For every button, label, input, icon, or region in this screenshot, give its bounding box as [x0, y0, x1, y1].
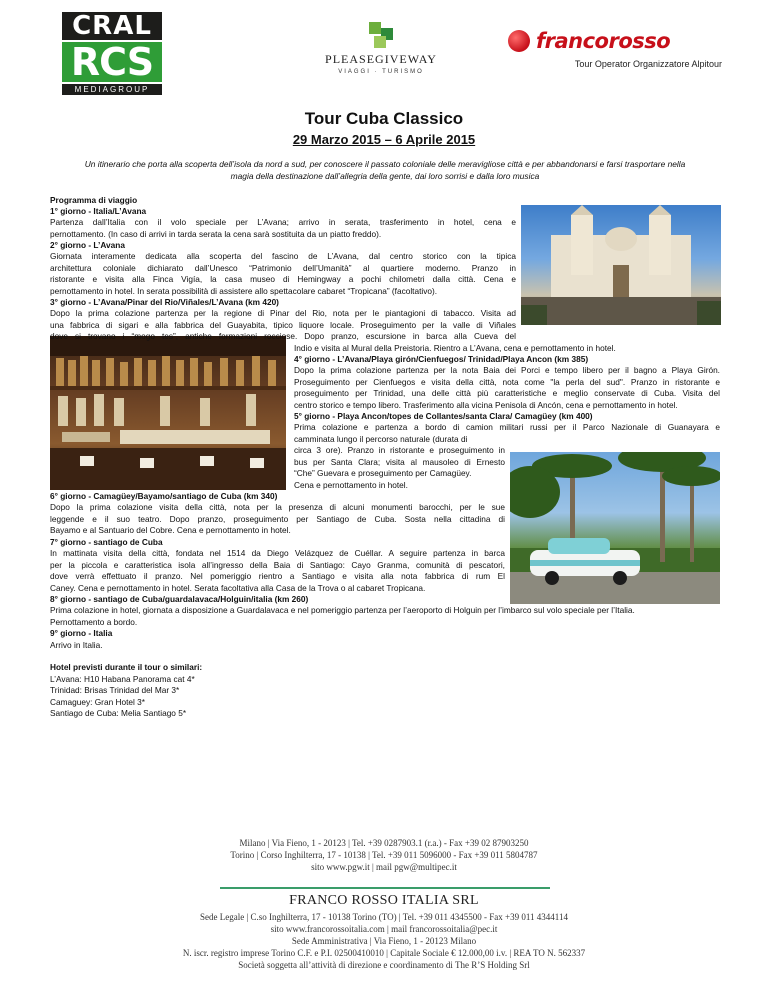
footer-legal-line: Sede Legale | C.so Inghilterra, 17 - 10138 Torino (TO) | Tel. +39 011 4345500 - Fax +39 011 4344114 [200, 912, 568, 922]
day-1-line: pernottamento. (In caso di arrivi in tarda serata la cena sarà sostituita da un piatto freddo). [50, 229, 382, 239]
footer-office-line: Milano | Via Fieno, 1 - 20123 | Tel. +39 0287903.1 (r.a.) - Fax +39 02 87903250 [239, 838, 529, 848]
day-9-title: 9° giorno - Italia [50, 628, 113, 638]
day-6-title: 6° giorno - Camagüey/Bayamo/santiago de Cuba (km 340) [50, 491, 278, 501]
day-5-line: Prima colazione e partenza a bordo di camion militari russi per il Parco Nazionale di Guanayara e [294, 422, 720, 432]
footer-legal-line: Sede Amministrativa | Via Fieno, 1 - 20123 Milano [291, 936, 477, 946]
hotel-item: Camaguey: Gran Hotel 3* [50, 697, 146, 707]
day-5-title: 5° giorno - Playa Ancon/topes de Collantes/santa Clara/ Camagüey (km 400) [294, 411, 593, 421]
hotel-item: Santiago de Cuba: Melia Santiago 5* [50, 708, 187, 718]
day-4-line: proseguimento per Trinidad, una delle città più caratteristiche e meglio conservate di Cuba. Visita del [294, 388, 720, 398]
day-8-title: 8° giorno - santiago de Cuba/guardalavaca/Holguin/italia (km 260) [50, 594, 309, 604]
day-7-line: In mattinata visita della città, fondata nel 1514 da Diego Velázquez de Cuéllar. A seguire partenza in barca [50, 548, 505, 558]
hotel-item: L’Avana: H10 Habana Panorama cat 4* [50, 674, 195, 684]
day-2-line: pernottamento in hotel. In serata possibilità di assistere allo spettacolare cabaret “Tropicana” (facoltativo). [50, 286, 438, 296]
footer-office-line: sito www.pgw.it | mail pgw@multipec.it [311, 862, 457, 872]
intro-text [50, 158, 720, 183]
day-2-title: 2° giorno - L’Avana [50, 240, 125, 250]
francorosso-logo-name: francorosso [536, 29, 671, 53]
pgw-logo-sub: VIAGGI · TURISMO [338, 69, 424, 75]
pleasegiveway-logo [325, 22, 437, 82]
day-5-line: circa 3 ore). Pranzo in ristorante e proseguimento in [294, 445, 505, 455]
day-1-line: Partenza dall’Italia con il volo speciale per L’Avana; arrivo in serata, trasferimento in hotel, cena e [50, 217, 516, 227]
day-4-line: Proseguimento per Cienfuegos e visita della città, nota come "la perla del sud". Pranzo in ristorante e [294, 377, 720, 387]
bar-bodeguita-photo [50, 336, 286, 490]
day-8-line: Prima colazione in hotel, giornata a disposizione a Guardalavaca e nel pomeriggio partenza per l’aeroporto di Holguin per l’imbarco sul volo speciale per l’Italia. [50, 605, 635, 615]
day-4-title: 4° giorno - L’Avana/Playa girón/Cienfuegos/ Trinidad/Playa Ancon (km 385) [294, 354, 589, 364]
day-5-line: camminata lungo il percorso naturale (durata di [294, 434, 468, 444]
day-8-line: Pernottamento a bordo. [50, 617, 138, 627]
footer-company-name: FRANCO ROSSO ITALIA SRL [289, 893, 479, 908]
day-4-line: centro storico e tempo libero. Trasferimento alla vicina Penisola di Ancón, cena e pernottamento in hotel. [294, 400, 678, 410]
day-2-line: ristorante e visita alla Finca Vigía, la casa museo di Hemingway a pochi chilometri dalla città. Cena e [50, 274, 516, 284]
page-title: Tour Cuba Classico [304, 109, 464, 128]
intro-line: magia della destinazione dall’allegria della gente, dai loro sorrisi e dalla loro musica [230, 171, 540, 182]
cral-rcs-logo [62, 12, 162, 96]
day-7-line: dove verrà effettuato il pranzo. Nel pomeriggio rientro a Santiago e visita alla nota fabbrica di rum El [50, 571, 505, 581]
cathedral-photo [521, 205, 721, 325]
footer-divider [220, 887, 550, 889]
pgw-mark-icon [369, 22, 393, 48]
day-6-line: leggende e il suo teatro. Dopo pranzo, proseguimento per Santiago de Cuba. Sosta nella cittadina di [50, 514, 505, 524]
day-3-line: una fabbrica di sigari e alla fabbrica del Guayabita, tipico liquore locale. Proseguimento per la valle di Viñales [50, 320, 516, 330]
day-4-line: Dopo la prima colazione partenza per la nota Baia dei Porci e tempo libero per il bagno a Playa Girón. [294, 365, 720, 375]
day-9-line: Arrivo in Italia. [50, 640, 103, 650]
pgw-logo-name: PLEASEGIVEWAY [325, 52, 437, 66]
footer-legal-line: Società soggetta all’attività di direzione e coordinamento di The R’S Holding Srl [238, 960, 530, 970]
footer-legal-line: N. iscr. registro imprese Torino C.F. e P.I. 02500410010 | Capitale Sociale € 12.000,00 i.v. | REA TO N. 562337 [182, 948, 586, 958]
day-3-title: 3° giorno - L’Avana/Pinar del Rio/Viñales/L’Avana (km 420) [50, 297, 279, 307]
day-2-line: architettura coloniale dichiarato dall’Unesco “Patrimonio dell’Umanità” al quartiere moderno. Pranzo in [50, 263, 516, 273]
footer-office-line: Torino | Corso Inghilterra, 17 - 10138 | Tel. +39 011 5096000 - Fax +39 011 5804787 [230, 850, 538, 860]
day-7-title: 7° giorno - santiago de Cuba [50, 537, 163, 547]
footer-legal-line: sito www.francorossoitalia.com | mail francorossoitalia@pec.it [270, 924, 498, 934]
day-2-line: Giornata interamente dedicata alla scoperta del fascino de L’Avana, dal centro storico con la tipica [50, 251, 516, 261]
day-6-line: Bayamo e al Santuario del Cobre. Cena e pernottamento in hotel. [50, 525, 291, 535]
cral-logo-line3: MEDIAGROUP [62, 84, 162, 95]
francorosso-tagline: Tour Operator Organizzatore Alpitour [574, 59, 722, 69]
day-5-line: Cena e pernottamento in hotel. [294, 480, 408, 490]
program-heading: Programma di viaggio [50, 195, 138, 205]
cral-logo-line1: CRAL [62, 12, 162, 40]
day-5-line: “Che” Guevara e proseguimento per Camagüey. [294, 468, 472, 478]
day-6-line: Dopo la prima colazione visita della città, nota per la presenza di alcuni monumenti barocchi, per le sue [50, 502, 505, 512]
vintage-car-palms-photo [510, 452, 720, 604]
day-3-line: Dopo la prima colazione partenza per la regione di Pinar del Rio, nota per le piantagioni di tabacco. Visita ad [50, 308, 516, 318]
hotels-heading: Hotel previsti durante il tour o similari: [50, 662, 203, 672]
day-3-line: dove si trovano i “mogo tes”, antiche formazioni rocciose. Dopo pranzo, escursione in barca alla Cueva del [50, 331, 516, 341]
day-3-line: Indio e visita al Mural della Preistoria. Rientro a L’Avana, cena e pernottamento in hotel. [294, 343, 616, 353]
day-1-title: 1° giorno - Italia/L’Avana [50, 206, 147, 216]
day-7-line: Caney. Cena e pernottamento in hotel. Serata facoltativa alla Casa de la Trova o al cabaret Tropicana. [50, 583, 426, 593]
day-7-line: per la piccola e caratteristica isola all’ingresso della Baia di Santiago: Cayo Granma, comunità di pescatori, [50, 560, 505, 570]
francorosso-logo [508, 28, 718, 58]
tour-dates: 29 Marzo 2015 – 6 Aprile 2015 [292, 132, 476, 147]
cral-logo-line2: RCS [62, 42, 162, 82]
hotel-item: Trinidad: Brisas Trinidad del Mar 3* [50, 685, 180, 695]
intro-line: Un itinerario che porta alla scoperta dell’isola da nord a sud, per conoscere il passato coloniale delle meravigliose città e per abbandonarsi e farsi trasportare nella [84, 159, 686, 169]
globe-icon [508, 30, 530, 52]
day-5-line: bus per Santa Clara; visita al mausoleo di Ernesto [294, 457, 505, 467]
